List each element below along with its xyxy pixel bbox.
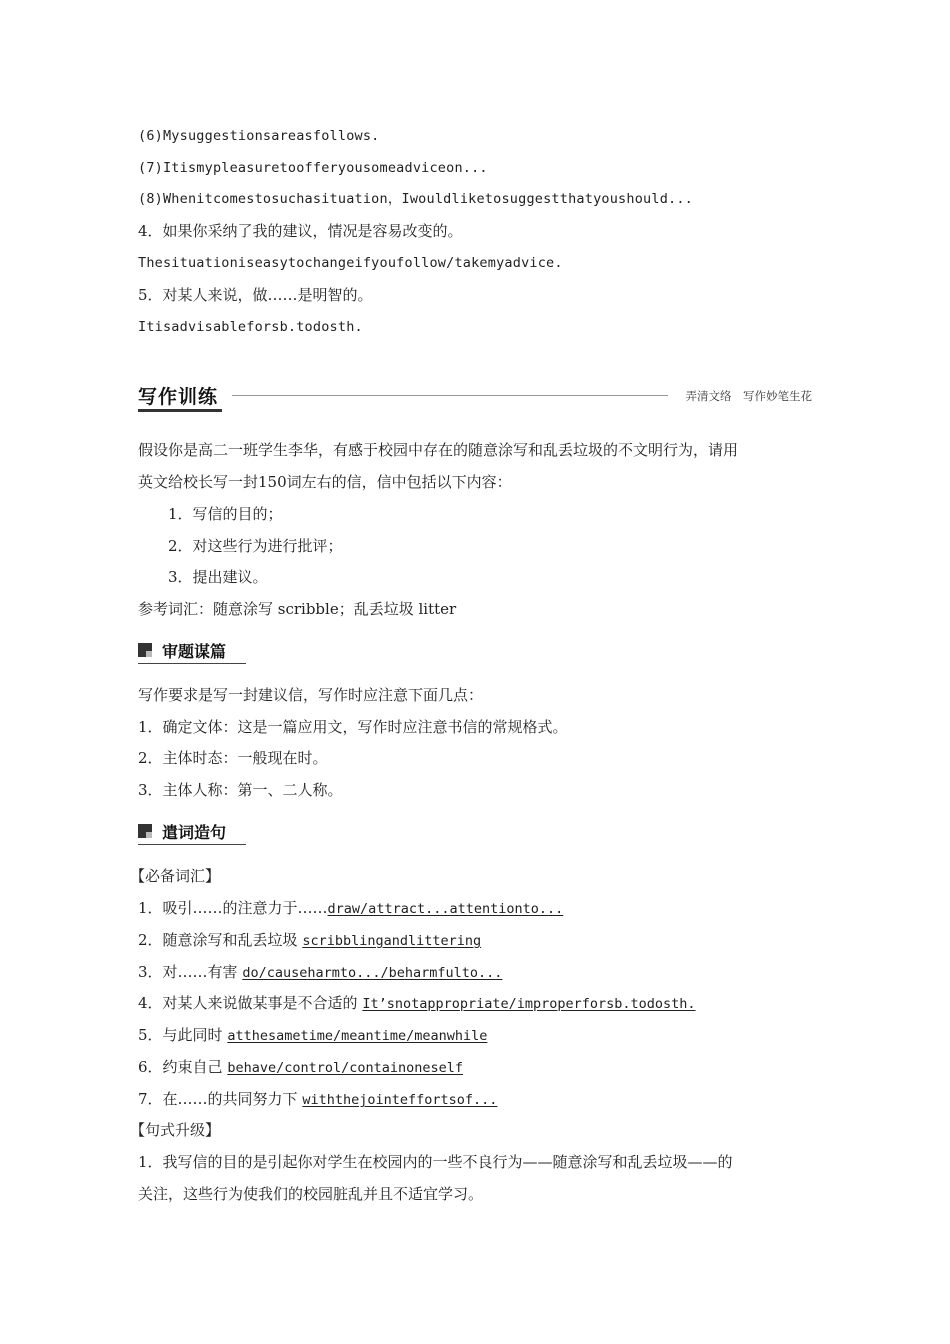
- task-item-3: 3．提出建议。: [168, 568, 268, 586]
- sentence-upgrade-line-2: 关注，这些行为使我们的校园脏乱并且不适宜学习。: [138, 1185, 484, 1203]
- task-intro-line-2: 英文给校长写一封150词左右的信，信中包括以下内容：: [138, 473, 512, 491]
- vocab-item: [138, 1057, 463, 1078]
- subheading-vocab: [138, 820, 248, 846]
- vocab-item-chinese: 6．约束自己: [138, 1058, 228, 1076]
- subheading-marker-icon: [138, 643, 152, 657]
- vocab-item-english: scribblingandlittering: [302, 933, 482, 949]
- vocab-item-chinese: 1．吸引……的注意力于……: [138, 899, 328, 917]
- banner-subtitle: 弄清文络 写作妙笔生花: [685, 389, 812, 403]
- vocab-item: [138, 993, 696, 1014]
- task-item-2: 2．对这些行为进行批评；: [168, 537, 343, 555]
- subheading-underline: [138, 663, 246, 664]
- subheading-title: 遣词造句: [162, 823, 227, 842]
- section-banner: [138, 382, 812, 414]
- task-item-1: 1．写信的目的；: [168, 505, 283, 523]
- vocab-item-english: behave/control/containoneself: [227, 1060, 464, 1076]
- item-4-chinese: 4．如果你采纳了我的建议，情况是容易改变的。: [138, 222, 463, 240]
- banner-title-underline: [138, 409, 222, 412]
- sentence-pattern-6: (6)Mysuggestionsareasfollows.: [138, 128, 380, 144]
- subheading-title: 审题谋篇: [162, 642, 227, 661]
- vocab-item-english: It’snotappropriate/improperforsb.todosth.: [362, 996, 696, 1012]
- subheading-analysis: [138, 639, 248, 665]
- task-intro-line-1: 假设你是高二一班学生李华，有感于校园中存在的随意涂写和乱丢垃圾的不文明行为，请用: [138, 441, 739, 459]
- vocab-item-english: atthesametime/meantime/meanwhile: [227, 1028, 488, 1044]
- analysis-line: 写作要求是写一封建议信，写作时应注意下面几点：: [138, 686, 484, 704]
- vocab-item-chinese: 3．对……有害: [138, 963, 243, 981]
- subheading-marker-icon: [138, 824, 152, 838]
- sentence-upgrade-line-1: 1．我写信的目的是引起你对学生在校园内的一些不良行为——随意涂写和乱丢垃圾——的: [138, 1153, 733, 1171]
- sentence-pattern-7: (7)Itismypleasuretoofferyousomeadviceon...: [138, 160, 488, 176]
- vocab-item-english: do/causeharmto.../beharmfulto...: [242, 965, 503, 981]
- analysis-line: 2．主体时态：一般现在时。: [138, 749, 328, 767]
- vocab-item-english: draw/attract...attentionto...: [327, 901, 564, 917]
- item-4-english: Thesituationiseasytochangeifyoufollow/takemyadvice.: [138, 255, 563, 271]
- vocab-item-chinese: 5．与此同时: [138, 1026, 228, 1044]
- analysis-line: 1．确定文体：这是一篇应用文，写作时应注意书信的常规格式。: [138, 718, 568, 736]
- sentence-pattern-8: (8)Whenitcomestosuchasituation，Iwouldliketosuggestthatyoushould...: [138, 191, 693, 207]
- vocab-item-chinese: 7．在……的共同努力下: [138, 1090, 303, 1108]
- vocab-item: [138, 1089, 497, 1110]
- vocab-item: [138, 1025, 487, 1046]
- vocab-item: [138, 930, 481, 951]
- subheading-underline: [138, 844, 246, 845]
- item-5-english: Itisadvisableforsb.todosth.: [138, 319, 363, 335]
- vocab-item-chinese: 2．随意涂写和乱丢垃圾: [138, 931, 303, 949]
- vocab-item-english: withthejointeffortsof...: [302, 1092, 498, 1108]
- analysis-line: 3．主体人称：第一、二人称。: [138, 781, 343, 799]
- task-reference-vocab: 参考词汇：随意涂写 scribble；乱丢垃圾 litter: [138, 600, 457, 618]
- vocab-header: 【必备词汇】: [130, 867, 221, 885]
- vocab-item-chinese: 4．对某人来说做某事是不合适的: [138, 994, 363, 1012]
- vocab-item: [138, 898, 563, 919]
- item-5-chinese: 5．对某人来说，做……是明智的。: [138, 286, 373, 304]
- vocab-item: [138, 962, 502, 983]
- banner-title: 写作训练: [138, 386, 219, 408]
- banner-divider: [232, 395, 668, 396]
- sentence-upgrade-header: 【句式升级】: [130, 1121, 221, 1139]
